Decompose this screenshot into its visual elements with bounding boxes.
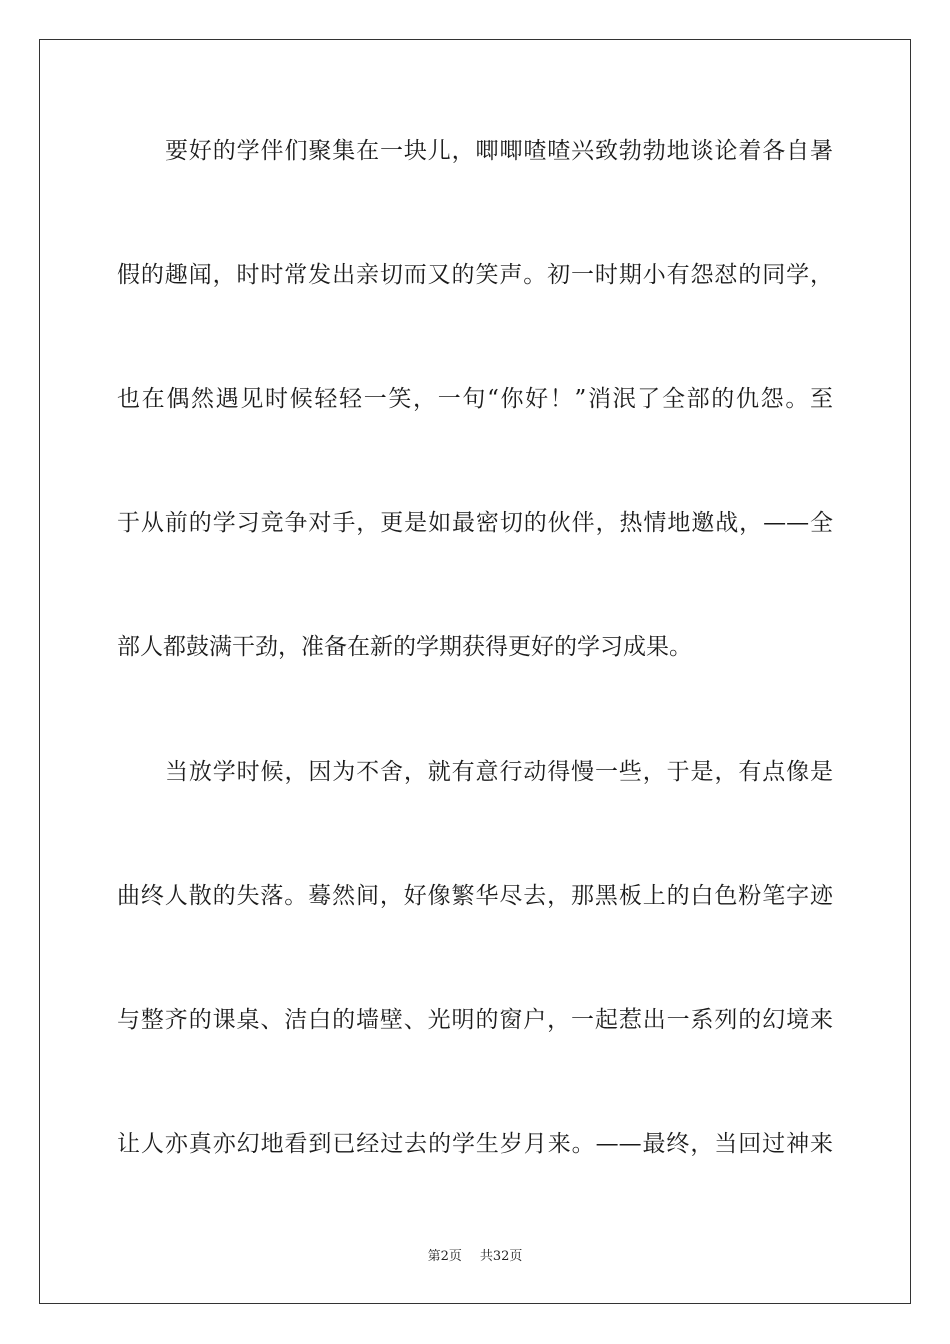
paragraph-1-line-5: 部人都鼓满干劲，准备在新的学期获得更好的学习成果。 (117, 634, 692, 660)
paragraph-2-line-1: 当放学时候，因为不舍，就有意行动得慢一些，于是，有点像是 (165, 759, 833, 785)
page-border (39, 39, 911, 1304)
paragraph-2-line-4: 让人亦真亦幻地看到已经过去的学生岁月来。——最终，当回过神来 (117, 1131, 833, 1157)
page-footer (0, 1248, 950, 1266)
paragraph-2-line-2: 曲终人散的失落。蓦然间，好像繁华尽去，那黑板上的白色粉笔字迹 (117, 883, 833, 909)
paragraph-1-line-3: 也在偶然遇见时候轻轻一笑，一句“你好！”消泯了全部的仇怨。至 (117, 386, 833, 412)
paragraph-2-line-3: 与整齐的课桌、洁白的墙壁、光明的窗户，一起惹出一系列的幻境来 (117, 1007, 833, 1033)
page-number: 第2页 (427, 1249, 462, 1264)
paragraph-1-line-2: 假的趣闻，时时常发出亲切而又的笑声。初一时期小有怨怼的同学， (117, 262, 833, 288)
paragraph-1-line-1: 要好的学伴们聚集在一块儿，唧唧喳喳兴致勃勃地谈论着各自暑 (165, 138, 833, 164)
total-pages: 共32页 (479, 1249, 523, 1264)
paragraph-1-line-4: 于从前的学习竞争对手，更是如最密切的伙伴，热情地邀战，——全 (117, 510, 833, 536)
